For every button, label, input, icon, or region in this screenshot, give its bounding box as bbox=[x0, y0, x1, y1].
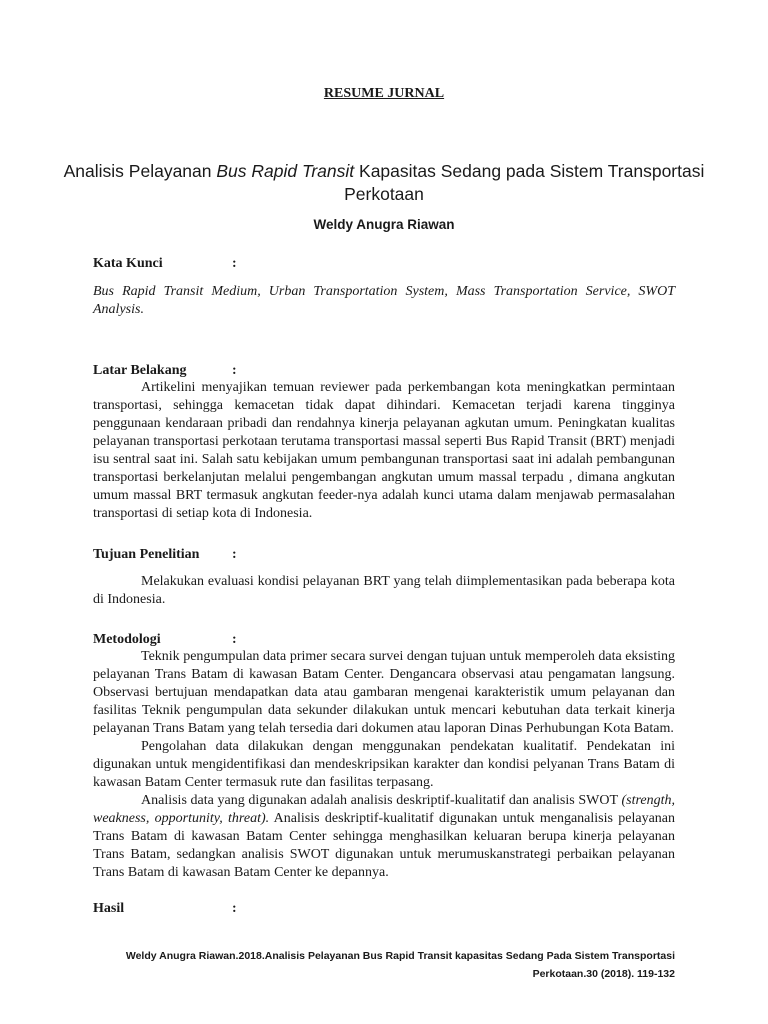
metodologi-section bbox=[93, 648, 675, 882]
citation-footer bbox=[60, 947, 675, 983]
metodologi-paragraph-1: Teknik pengumpulan data primer secara survei dengan tujuan untuk memperoleh data eksisting pelayanan Trans Batam di kawasan Batam Center. Dengancara observasi atau pengamatan langsung. Observasi bertujuan mendapatkan data atau gambaran mengenai karakteristik umum pelayanan dan fasilitas Teknik pengumpulan data sekunder dilakukan untuk mencari kebutuhan data terkait kinerja pelayanan Trans Batam yang telah tersedia dari dokumen atau laporan Dinas Perhubungan Kota Batam. bbox=[93, 649, 675, 736]
kata-kunci-section bbox=[93, 283, 675, 319]
author-name: Weldy Anugra Riawan bbox=[313, 217, 455, 232]
metodologi-p3-end: Analisis deskriptif-kualitatif digunakan untuk menganalisis pelayanan Trans Batam di kawasan Batam Center sehingga menghasilkan keluaran berupa kinerja pelayanan Trans Batam, sedangkan analisis SWOT digunakan untuk merumuskanstrategi perbaikan pelayanan Trans Batam di kawasan Batam Center ke depannya. bbox=[93, 811, 675, 880]
article-title bbox=[60, 160, 708, 206]
metodologi-label: Metodologi bbox=[93, 632, 161, 647]
tujuan-penelitian-colon: : bbox=[232, 547, 237, 562]
hasil-colon: : bbox=[232, 901, 237, 916]
kata-kunci-colon: : bbox=[232, 256, 237, 271]
title-italic: Bus Rapid Transit bbox=[216, 161, 355, 181]
title-part1: Analisis Pelayanan bbox=[63, 161, 217, 181]
metodologi-paragraph-2: Pengolahan data dilakukan dengan menggunakan pendekatan kualitatif. Pendekatan ini digunakan untuk mengidentifikasi dan mendeskripsikan karakter dan kondisi pelyanan Trans Batam di kawasan Batam Center termasuk rute dan fasilitas terpasang. bbox=[93, 739, 675, 790]
title-part2: Kapasitas Sedang pada Sistem Transportasi Perkotaan bbox=[344, 161, 705, 204]
latar-belakang-paragraph: Artikelini menyajikan temuan reviewer pada perkembangan kota meningkatkan permintaan transportasi, sehingga kemacetan tidak dapat dihindari. Kemacetan terjadi karena tingginya penggunaan kendaraan pribadi dan rendahnya kinerja pelayanan agkutan umum. Peningkatan kualitas pelayanan transportasi perkotaan terutama transportasi massal seperti Bus Rapid Transit (BRT) menjadi isu sentral saat ini. Salah satu kebijakan umum pembangunan transportasi saat ini adalah pembangunan transportasi berkelanjutan melalui pengembangan angkutan umum massal terpadu , dimana angkutan umum massal BRT termasuk angkutan feeder-nya adalah kunci utama dalam menjawab permasalahan transportasi di setiap kota di Indonesia. bbox=[93, 380, 675, 521]
latar-belakang-section bbox=[93, 379, 675, 523]
tujuan-penelitian-paragraph: Melakukan evaluasi kondisi pelayanan BRT yang telah diimplementasikan pada beberapa kota di Indonesia. bbox=[93, 574, 675, 607]
metodologi-p3-start: Analisis data yang digunakan adalah analisis deskriptif-kualitatif dan analisis SWOT bbox=[141, 793, 622, 808]
metodologi-colon: : bbox=[232, 632, 237, 647]
document-header: RESUME JURNAL bbox=[323, 86, 445, 101]
latar-belakang-colon: : bbox=[232, 363, 237, 378]
keywords-text: Bus Rapid Transit Medium, Urban Transportation System, Mass Transportation Service, SWOT Analysis. bbox=[93, 284, 675, 317]
hasil-label: Hasil bbox=[93, 901, 125, 916]
kata-kunci-label: Kata Kunci bbox=[93, 256, 163, 271]
swot-terms: (strength, weakness, opportunity, threat). bbox=[93, 793, 675, 826]
tujuan-penelitian-section bbox=[93, 573, 675, 609]
latar-belakang-label: Latar Belakang bbox=[93, 363, 187, 378]
citation-line-2: Perkotaan.30 (2018). 119-132 bbox=[532, 968, 675, 980]
tujuan-penelitian-label: Tujuan Penelitian bbox=[93, 547, 200, 562]
metodologi-paragraph-3 bbox=[93, 792, 675, 882]
citation-line-1: Weldy Anugra Riawan.2018.Analisis Pelayanan Bus Rapid Transit kapasitas Sedang Pada Sistem Transportasi bbox=[125, 950, 675, 962]
